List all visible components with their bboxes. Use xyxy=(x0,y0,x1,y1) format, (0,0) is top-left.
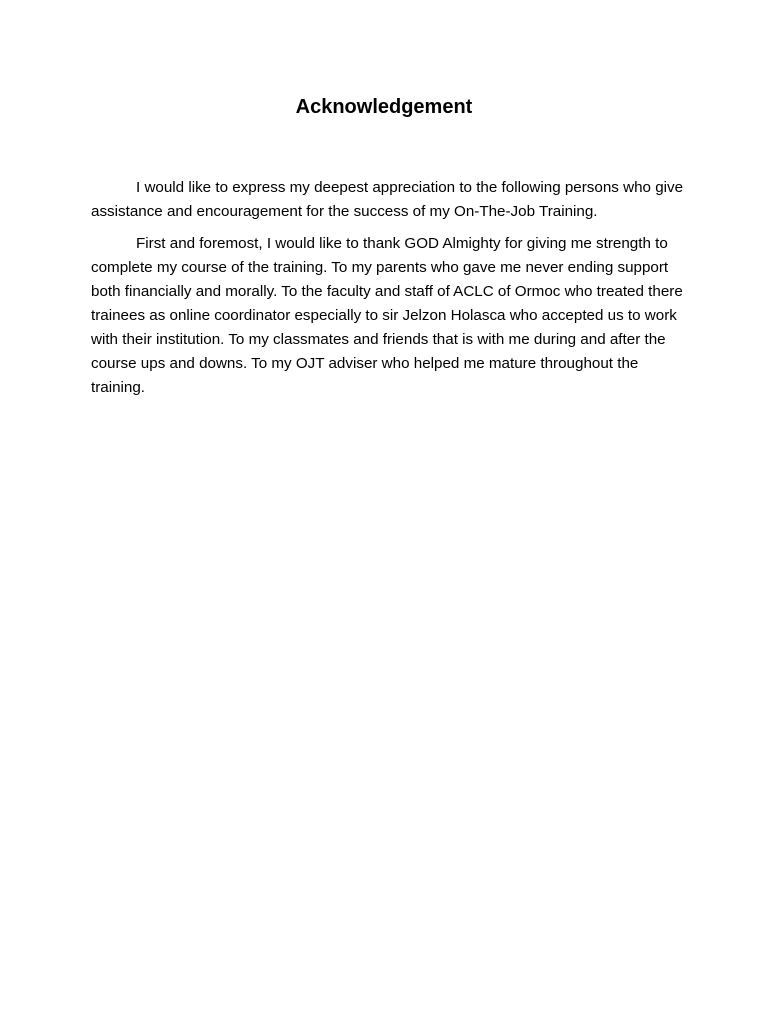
paragraph-thanks: First and foremost, I would like to thank GOD Almighty for giving me strength to complete my course of the training. To my parents who gave me never ending support both financially and morally. To the faculty and staff of ACLC of Ormoc who treated there trainees as online coordinator especially to sir Jelzon Holasca who accepted us to work with their institution. To my classmates and friends that is with me during and after the course ups and downs. To my OJT adviser who helped me mature throughout the training. xyxy=(91,235,683,396)
paragraph-intro: I would like to express my deepest appreciation to the following persons who give assistance and encouragement for the success of my On-The-Job Training. xyxy=(91,179,684,220)
document-body xyxy=(91,176,687,408)
page-title: Acknowledgement xyxy=(295,96,473,118)
